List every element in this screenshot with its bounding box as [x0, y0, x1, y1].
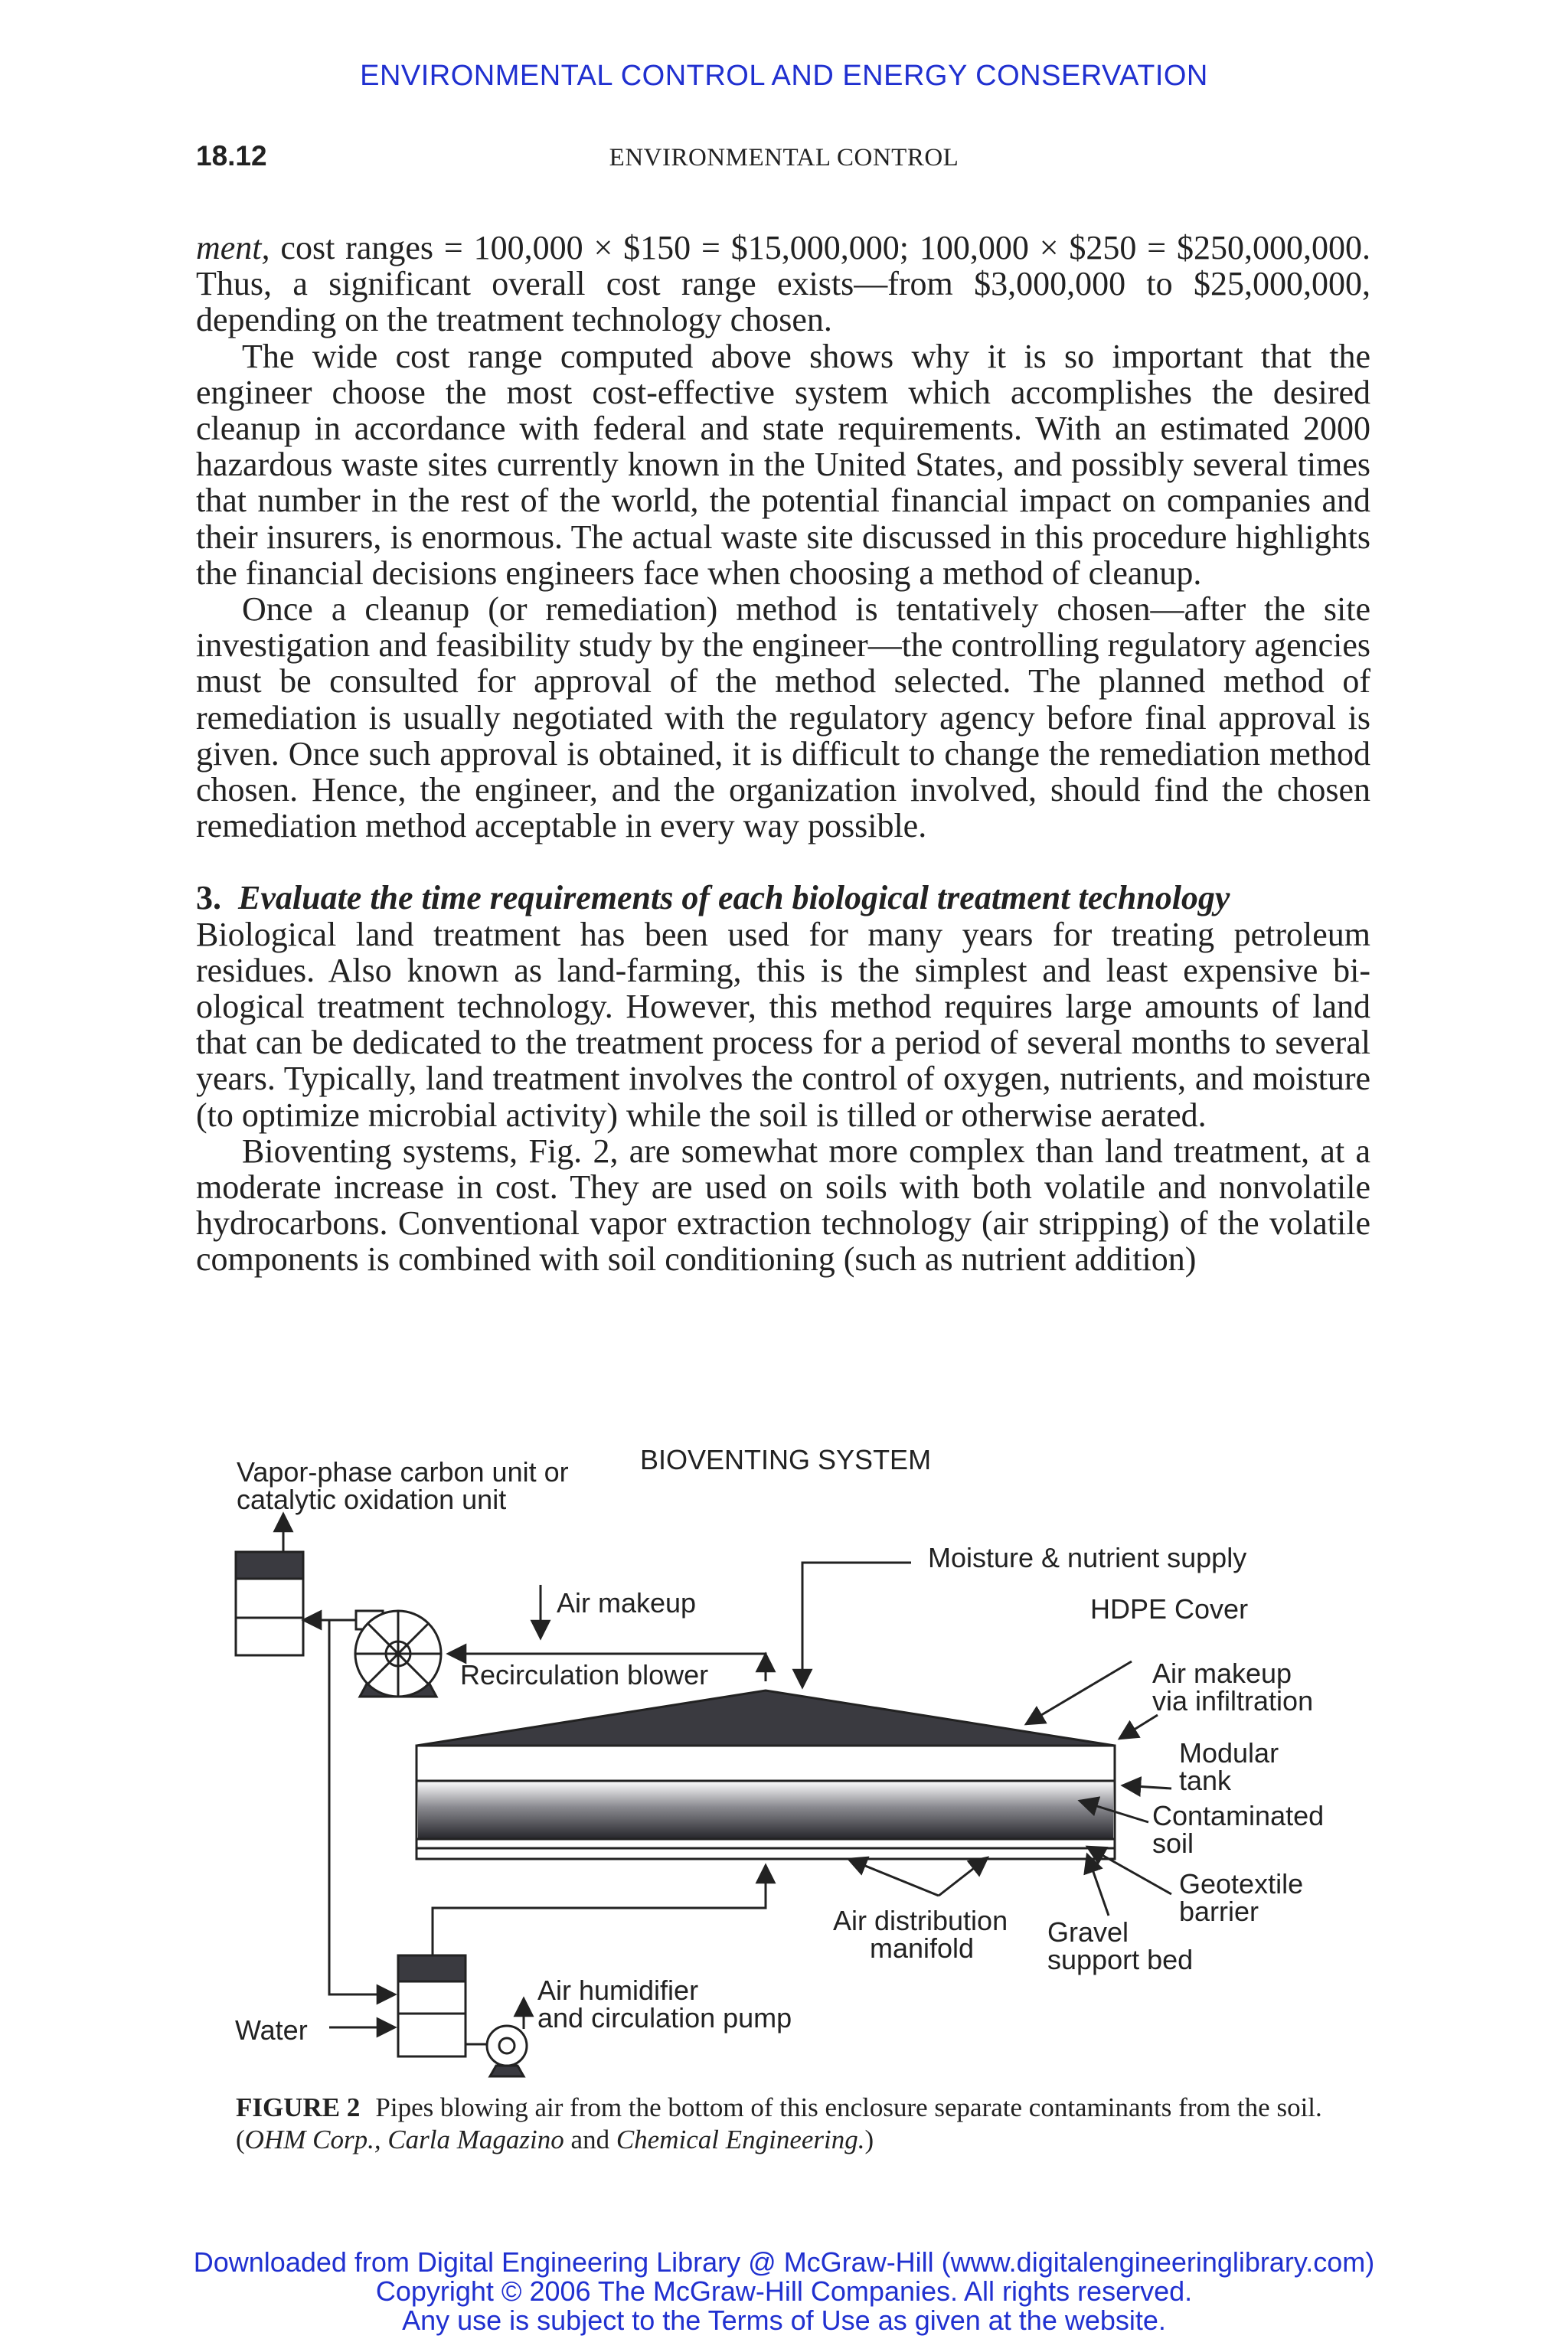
- geotextile-label-2: barrier: [1179, 1896, 1259, 1927]
- contaminated-soil-label-2: soil: [1152, 1828, 1194, 1859]
- gravel-label-1: Gravel: [1047, 1916, 1129, 1948]
- humidifier-label-1: Air humidifier: [537, 1975, 699, 2006]
- footer-copyright: Copyright © 2006 The McGraw-Hill Companies. All rights reserved.: [375, 2275, 1193, 2307]
- caption-and: and: [564, 2125, 616, 2154]
- air-infiltration-label-1: Air makeup: [1152, 1658, 1292, 1689]
- section-title: ENVIRONMENTAL CONTROL: [609, 144, 959, 172]
- running-head[interactable]: ENVIRONMENTAL CONTROL AND ENERGY CONSERVATION: [360, 60, 1208, 92]
- paragraph-1-lead: ment,: [196, 229, 270, 266]
- tank-leader: [1122, 1785, 1171, 1788]
- humidifier-label-2: and circulation pump: [537, 2002, 792, 2034]
- hdpe-cover: [416, 1690, 1115, 1746]
- vapor-unit-cap: [236, 1552, 303, 1579]
- air-infiltration-label-2: via infiltration: [1152, 1685, 1314, 1717]
- footer-terms-link[interactable]: Any use is subject to the Terms of Use as given at the website.: [402, 2305, 1166, 2336]
- step-number: 3.: [196, 879, 221, 917]
- caption-credit-2: Chemical Engineering.: [616, 2125, 865, 2154]
- water-label: Water: [235, 2014, 308, 2046]
- footer: [0, 2248, 1568, 2335]
- contaminated-soil-label-1: Contaminated: [1152, 1800, 1325, 1831]
- recirculation-blower-label: Recirculation blower: [460, 1659, 709, 1690]
- infiltration-leader: [1119, 1715, 1158, 1739]
- figure-label: FIGURE 2: [236, 2092, 361, 2122]
- diagram-title: BIOVENTING SYSTEM: [640, 1444, 932, 1475]
- page-number: 18.12: [196, 140, 267, 172]
- gravel-label-2: support bed: [1047, 1944, 1194, 1975]
- paragraph-3: Once a cleanup (or remediation) method is tentatively chosen—after the site investigation and feasibility study by the engineer—the controlling regulatory agencies must be consulted for approval of the method selected. The planned method of remediation is usually negotiated with the regulatory agency before final approval is given. Once such approval is obtained, it is difficult to change the remediation method chosen. Hence, the engineer, and the organization involved, should find the chosen remediation method acceptable in every way possible.: [196, 590, 1370, 845]
- step-title: Evaluate the time requirements of each biological treatment technology: [238, 879, 1230, 917]
- air-distribution-label-2: manifold: [870, 1932, 975, 1964]
- air-distribution-label-1: Air distribution: [833, 1905, 1008, 1936]
- moisture-supply-line: [802, 1563, 911, 1687]
- manifold-leader-1: [848, 1859, 939, 1896]
- caption-text: Pipes blowing air from the bottom of this enclosure separate contaminants from the soil. (: [236, 2092, 1322, 2154]
- air-makeup-label: Air makeup: [557, 1587, 697, 1619]
- paragraph-1-text: cost ranges = 100,000 × $150 = $15,000,000; 100,000 × $250 = $250,000,000. Thus, a significant overall cost range exists—from $3,000,000 to $25,000,000, depending on the treatment technology chosen.: [196, 229, 1370, 339]
- paragraph-5: Bioventing systems, Fig. 2, are somewhat more complex than land treatment, at a moderate increase in cost. They are used on soils with both volatile and nonvolatile hydrocarbons. Conventional vapor extraction technology (air stripping) of the volatile components is combined with soil conditioning (such as nutrient addition): [196, 1132, 1370, 1279]
- paragraph-4: Biological land treatment has been used for many years for treating petroleum residues. Also known as land-farming, this is the simplest and least expensive biological treatment technology. However, this method requires large amounts of land that can be dedicated to the treatment process for a period of several months to several years. Typically, land treatment involves the control of oxygen, nutrients, and moisture (to optimize microbial activity) while the soil is tilled or otherwise aerated.: [196, 915, 1370, 1134]
- footer-download-link[interactable]: Downloaded from Digital Engineering Library @ McGraw-Hill (www.digitalengineeringlibrary.com): [193, 2246, 1375, 2278]
- air-distribution-line: [433, 1865, 766, 1974]
- modular-tank-label-1: Modular: [1179, 1737, 1279, 1769]
- humidifier-cap: [398, 1955, 466, 1981]
- pump-icon: [466, 1998, 527, 2076]
- geotextile-label-1: Geotextile: [1179, 1868, 1304, 1900]
- vapor-unit-label-1: Vapor-phase carbon unit or: [237, 1456, 569, 1488]
- caption-credit-1: OHM Corp., Carla Magazino: [244, 2125, 564, 2154]
- hdpe-cover-label: HDPE Cover: [1090, 1593, 1249, 1625]
- contaminated-soil: [418, 1781, 1113, 1839]
- hdpe-leader: [1026, 1661, 1132, 1724]
- gravel-leader: [1087, 1854, 1109, 1916]
- vapor-unit-label-2: catalytic oxidation unit: [237, 1484, 507, 1515]
- figure-caption: [236, 2092, 1332, 2156]
- manifold-leader-2: [939, 1857, 988, 1896]
- moisture-supply-label: Moisture & nutrient supply: [928, 1542, 1247, 1573]
- blower-icon: [355, 1611, 441, 1697]
- paragraph-2: The wide cost range computed above shows why it is so important that the engineer choose the most cost-effective system which accomplishes the desired cleanup in accordance with federal and state requirements. With an estimated 2000 hazardous waste sites currently known in the United States, and possibly several times that number in the rest of the world, the potential financial impact on companies and their insurers, is enormous. The actual waste site discussed in this procedure highlights the financial decisions engineers face when choosing a method of cleanup.: [196, 337, 1370, 592]
- modular-tank-label-2: tank: [1179, 1765, 1232, 1796]
- caption-close: ): [864, 2125, 874, 2154]
